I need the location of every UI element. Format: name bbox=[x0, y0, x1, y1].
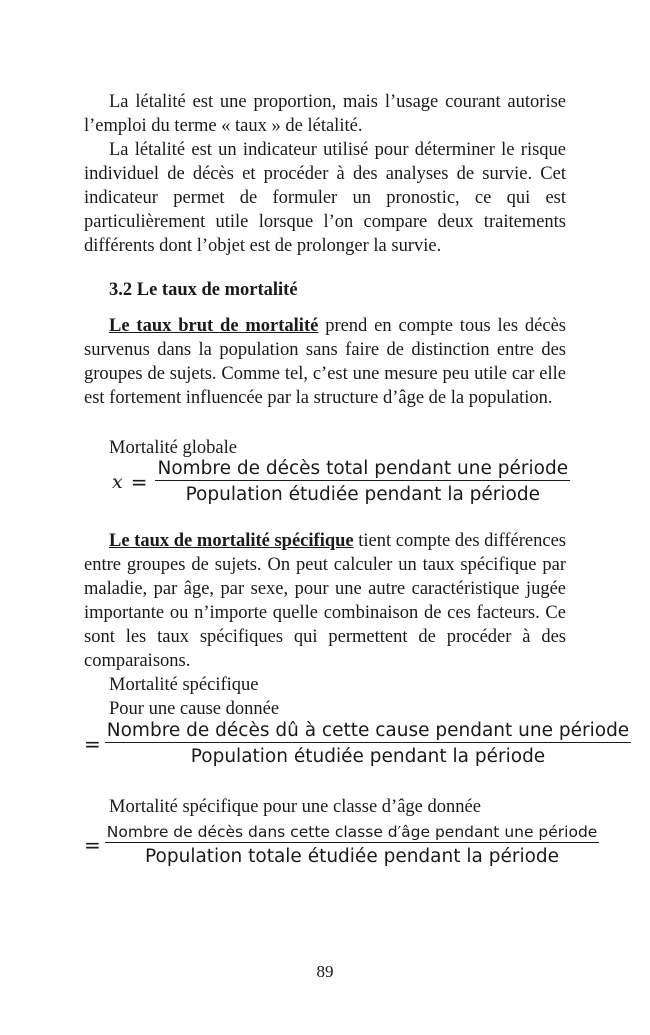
equals-sign: = bbox=[84, 731, 101, 756]
formula-mortalite-globale bbox=[84, 436, 569, 505]
fraction-numerator: Nombre de décès dans cette classe d′âge pendant une période bbox=[106, 823, 598, 841]
formula-label: Mortalité spécifique bbox=[109, 675, 259, 695]
fraction bbox=[155, 458, 570, 505]
equals-sign: = bbox=[84, 833, 101, 857]
fraction-denominator: Population étudiée pendant la période bbox=[185, 484, 540, 505]
paragraph-taux-brut bbox=[84, 314, 566, 410]
term-taux-specifique: Le taux de mortalité spécifique bbox=[109, 531, 354, 551]
formula-expression bbox=[84, 823, 598, 867]
taux-brut-text: prend en compte tous les décès survenus dans la population sans faire de distinction entre des groupes de sujets. Comme tel, c’est une mesure peu utile car elle est fortement influencée par la structure d’âge de la population. bbox=[84, 316, 566, 408]
fraction-numerator: Nombre de décès total pendant une période bbox=[157, 458, 569, 479]
formula-variable: x bbox=[112, 470, 123, 493]
fraction bbox=[105, 823, 600, 867]
paragraph-letalite-indicateur: La létalité est un indicateur utilisé pour déterminer le risque individuel de décès et procéder à des analyses de survie. Cet indicateur permet de formuler un pronostic, ce qui est particulièrement utile lorsque l’on compare deux traitements différents dont l’objet est de prolonger la survie. bbox=[84, 140, 566, 256]
fraction bbox=[105, 720, 631, 767]
section-heading: 3.2 Le taux de mortalité bbox=[109, 280, 298, 300]
formula-label: Mortalité spécifique pour une classe d’âge donnée bbox=[109, 797, 481, 817]
equals-sign: = bbox=[130, 469, 148, 494]
formula-mortalite-cause bbox=[84, 673, 630, 767]
paragraph-taux-specifique bbox=[84, 529, 566, 673]
fraction-denominator: Population étudiée pendant la période bbox=[190, 746, 546, 767]
page-body bbox=[84, 90, 630, 867]
formula-label: Mortalité globale bbox=[109, 438, 237, 458]
paragraph-letalite-proportion: La létalité est une proportion, mais l’usage courant autorise l’emploi du terme « taux » de létalité. bbox=[84, 92, 566, 136]
fraction-denominator: Population totale étudiée pendant la période bbox=[145, 846, 560, 867]
formula-mortalite-age bbox=[84, 795, 598, 867]
formula-expression bbox=[112, 458, 569, 505]
formula-expression bbox=[84, 720, 630, 767]
page-number: 89 bbox=[316, 962, 334, 981]
fraction-numerator: Nombre de décès dû à cette cause pendant une période bbox=[106, 720, 630, 741]
taux-specifique-text: tient compte des différences entre groupes de sujets. On peut calculer un taux spécifique par maladie, par âge, par sexe, pour une autre caractéristique jugée importante ou n’importe quelle combinaison de ces facteurs. Ce sont les taux spécifiques qui permettent de procéder à des comparaisons. bbox=[84, 531, 566, 671]
formula-sublabel: Pour une cause donnée bbox=[109, 699, 280, 719]
term-taux-brut: Le taux brut de mortalité bbox=[109, 316, 319, 336]
